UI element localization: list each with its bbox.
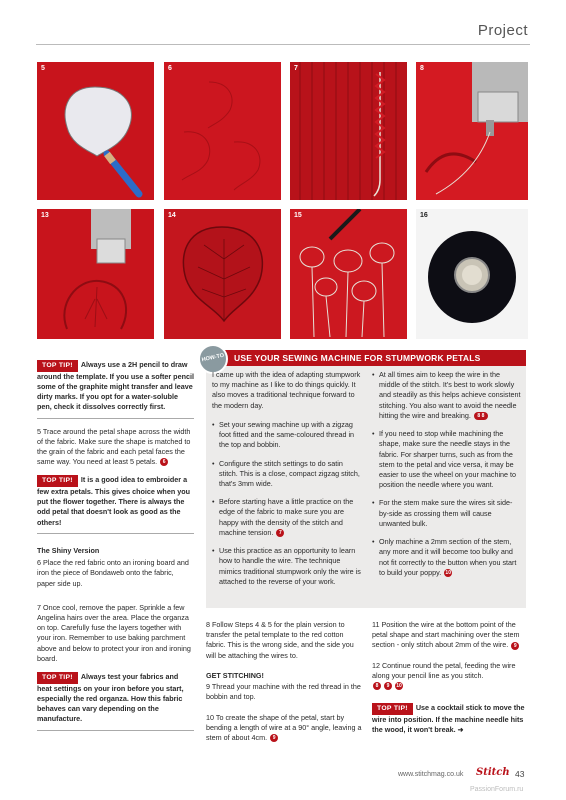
bullet-text: Use this practice as an opportunity to learn how to handle the wire. The technique mimics traditional stumpwork only the wire is attached to the reverse of your work. (219, 546, 361, 586)
photo-ref-badge: 6 (160, 458, 168, 466)
top-tip-label: TOP TIP! (37, 672, 78, 684)
photo-number: 8 (420, 65, 424, 72)
howto-left-column (212, 370, 362, 595)
photo-step-13 (37, 209, 154, 339)
step-6: 6 Place the red fabric onto an ironing board and iron the piece of Bondaweb onto the fabric, paper side up. (37, 558, 189, 588)
photo-ref-badge: 7 (276, 529, 284, 537)
howto-right-list (372, 370, 522, 578)
photo-step-8 (416, 62, 528, 200)
step-8: 8 Follow Steps 4 & 5 for the plain version to transfer the petal template to the red cotton fabric. This is the wrong side, and the side you will be attaching the wires to. (206, 620, 354, 660)
photo-number: 15 (294, 212, 302, 219)
bullet-text: If you need to stop while machining the shape, make sure the needle stays in the fabric. For sharper turns, such as from the stem to the petal and vice versa, it may be easier to use the wheel on your machine to position the needle where you want. (379, 429, 517, 490)
photo-step-16 (416, 209, 528, 339)
bullet-text: Only machine a 2mm section of the stem, any more and it will become too bulky and not fit correctly to the button when you start to build your poppy. (379, 537, 517, 577)
top-tip-label: TOP TIP! (372, 703, 413, 715)
step-12-text: 12 Continue round the petal, feeding the wire along your pencil line as you stitch. (372, 660, 516, 680)
top-tip-text: Always use a 2H pencil to draw around the template. If you use a softer pencil some of the graphite might transfer and leave dirty marks. If you opt for a water-soluble pen, check it dissolves correctly first. (37, 360, 194, 412)
bullet-text: For the stem make sure the wires sit side-by-side as crossing them will cause unwanted bulk. (379, 498, 513, 528)
bullet-text: Before starting have a little practice on the edge of the fabric to make sure you are happy with the density of the stitch and machine tension. (219, 497, 354, 537)
howto-bullet (372, 370, 522, 421)
bullet-text: Configure the stitch settings to do satin stitch. This is a close, compact zigzag stitch, that's 3mm wide. (219, 458, 360, 488)
howto-bullet (212, 420, 362, 451)
subheading-get-stitching: GET STITCHING! (206, 670, 264, 680)
top-tip-1 (37, 360, 194, 419)
top-tip-label: TOP TIP! (37, 360, 78, 372)
howto-bullet (372, 429, 522, 490)
photo-ref-badge: 8 (373, 682, 381, 690)
step-7: 7 Once cool, remove the paper. Sprinkle a few Angelina hairs over the area. Place the organza on top. Carefully fuse the layers together with your iron. Remember to use baking parchment above and below to protect your iron and ironing board. (37, 602, 191, 663)
howto-bullet (212, 546, 362, 587)
photo-ref-badge: 10 (396, 683, 402, 690)
photo-step-14 (164, 209, 281, 339)
header-rule (36, 44, 530, 45)
stitched-petal-illustration (164, 209, 281, 339)
top-tip-text: Use a cocktail stick to move the wire into position. If the machine needle hits the wood, it won't break. ➜ (372, 703, 525, 735)
step-11-text: 11 Position the wire at the bottom point of the petal shape and start machining over the stem section - only stitch about 2mm of the wire. (372, 620, 520, 650)
step-5-text: 5 Trace around the petal shape across the width of the fabric. Make sure the shape is matched to the grain of the fabric and each petal faces the same way. You need at least 5 petals. (37, 426, 191, 467)
column-left (37, 360, 194, 731)
howto-left-list (212, 420, 362, 587)
howto-badge-label: HOW-TO (201, 352, 225, 364)
step-9: 9 Thread your machine with the red thread in the bobbin and top. (206, 682, 361, 702)
top-tip-4 (372, 703, 527, 740)
page-number: 43 (515, 769, 525, 779)
howto-right-column (372, 370, 522, 586)
machine-stitching-illustration (37, 209, 154, 339)
footer-logo: Stitch (476, 767, 510, 778)
step-10 (206, 713, 364, 744)
zigzag-wire-illustration (290, 62, 407, 200)
button-on-fabric-illustration (416, 209, 528, 339)
photo-number: 6 (168, 65, 172, 72)
subheading-shiny-version: The Shiny Version (37, 545, 100, 555)
bullet-text: At all times aim to keep the wire in the middle of the stitch. It's best to work slowly and steadily as this helps achieve consistent stitching. You also want to avoid the needle hitting the wire and breaking. (379, 370, 521, 420)
step-5 (37, 427, 194, 468)
photo-number: 14 (168, 212, 176, 219)
machine-foot-illustration (416, 62, 528, 200)
footer-url[interactable]: www.stitchmag.co.uk (398, 771, 464, 778)
top-tip-label: TOP TIP! (37, 475, 78, 487)
section-title: Project (477, 22, 528, 39)
step-11 (372, 620, 527, 651)
photo-number: 13 (41, 212, 49, 219)
photo-number: 7 (294, 65, 298, 72)
photo-ref-badge: 10 (445, 569, 451, 576)
howto-bullet (372, 498, 522, 529)
bullet-text: Set your sewing machine up with a zigzag foot fitted and the same-coloured thread in the top and bobbin. (219, 419, 355, 450)
watermark: PassionForum.ru (470, 786, 524, 793)
top-tip-3 (37, 672, 194, 731)
photo-ref-badge: 8 8 (474, 412, 488, 420)
photo-step-15 (290, 209, 407, 339)
petal-template-illustration (37, 62, 154, 200)
howto-bullet (212, 497, 362, 538)
howto-bullet (372, 537, 522, 578)
photo-ref-badge: 9 (511, 642, 519, 650)
step-12 (372, 661, 527, 692)
top-tip-text: It is a good idea to embroider a few extra petals. This gives choice when you put the flower together. There is always the odd petal that doesn't look as good as the others! (37, 475, 190, 527)
top-tip-2 (37, 475, 194, 534)
photo-step-7 (290, 62, 407, 200)
column-right (372, 620, 527, 740)
howto-bullet (212, 459, 362, 490)
column-middle (206, 620, 364, 751)
photo-step-5 (37, 62, 154, 200)
howto-intro: I came up with the idea of adapting stumpwork to my machine as I like to do things quickly. It also moves a traditional technique forward to the modern day. (212, 370, 361, 410)
traced-petals-illustration (164, 62, 281, 200)
top-tip-text: Always test your fabrics and heat settings on your iron before you start, especially the red organza. How this fabric behaves can vary depending on the manufacture. (37, 672, 184, 724)
howto-title: USE YOUR SEWING MACHINE FOR STUMPWORK PETALS (234, 353, 481, 363)
photo-ref-badge: 9 (270, 734, 278, 742)
photo-step-6 (164, 62, 281, 200)
step-10-text: 10 To create the shape of the petal, start by bending a length of wire at a 90° angle, leaving a stem of about 4cm. (206, 712, 362, 742)
photo-number: 16 (420, 212, 428, 219)
wire-loops-illustration (290, 209, 407, 339)
photo-number: 5 (41, 65, 45, 72)
photo-ref-badge: 9 (384, 682, 392, 690)
